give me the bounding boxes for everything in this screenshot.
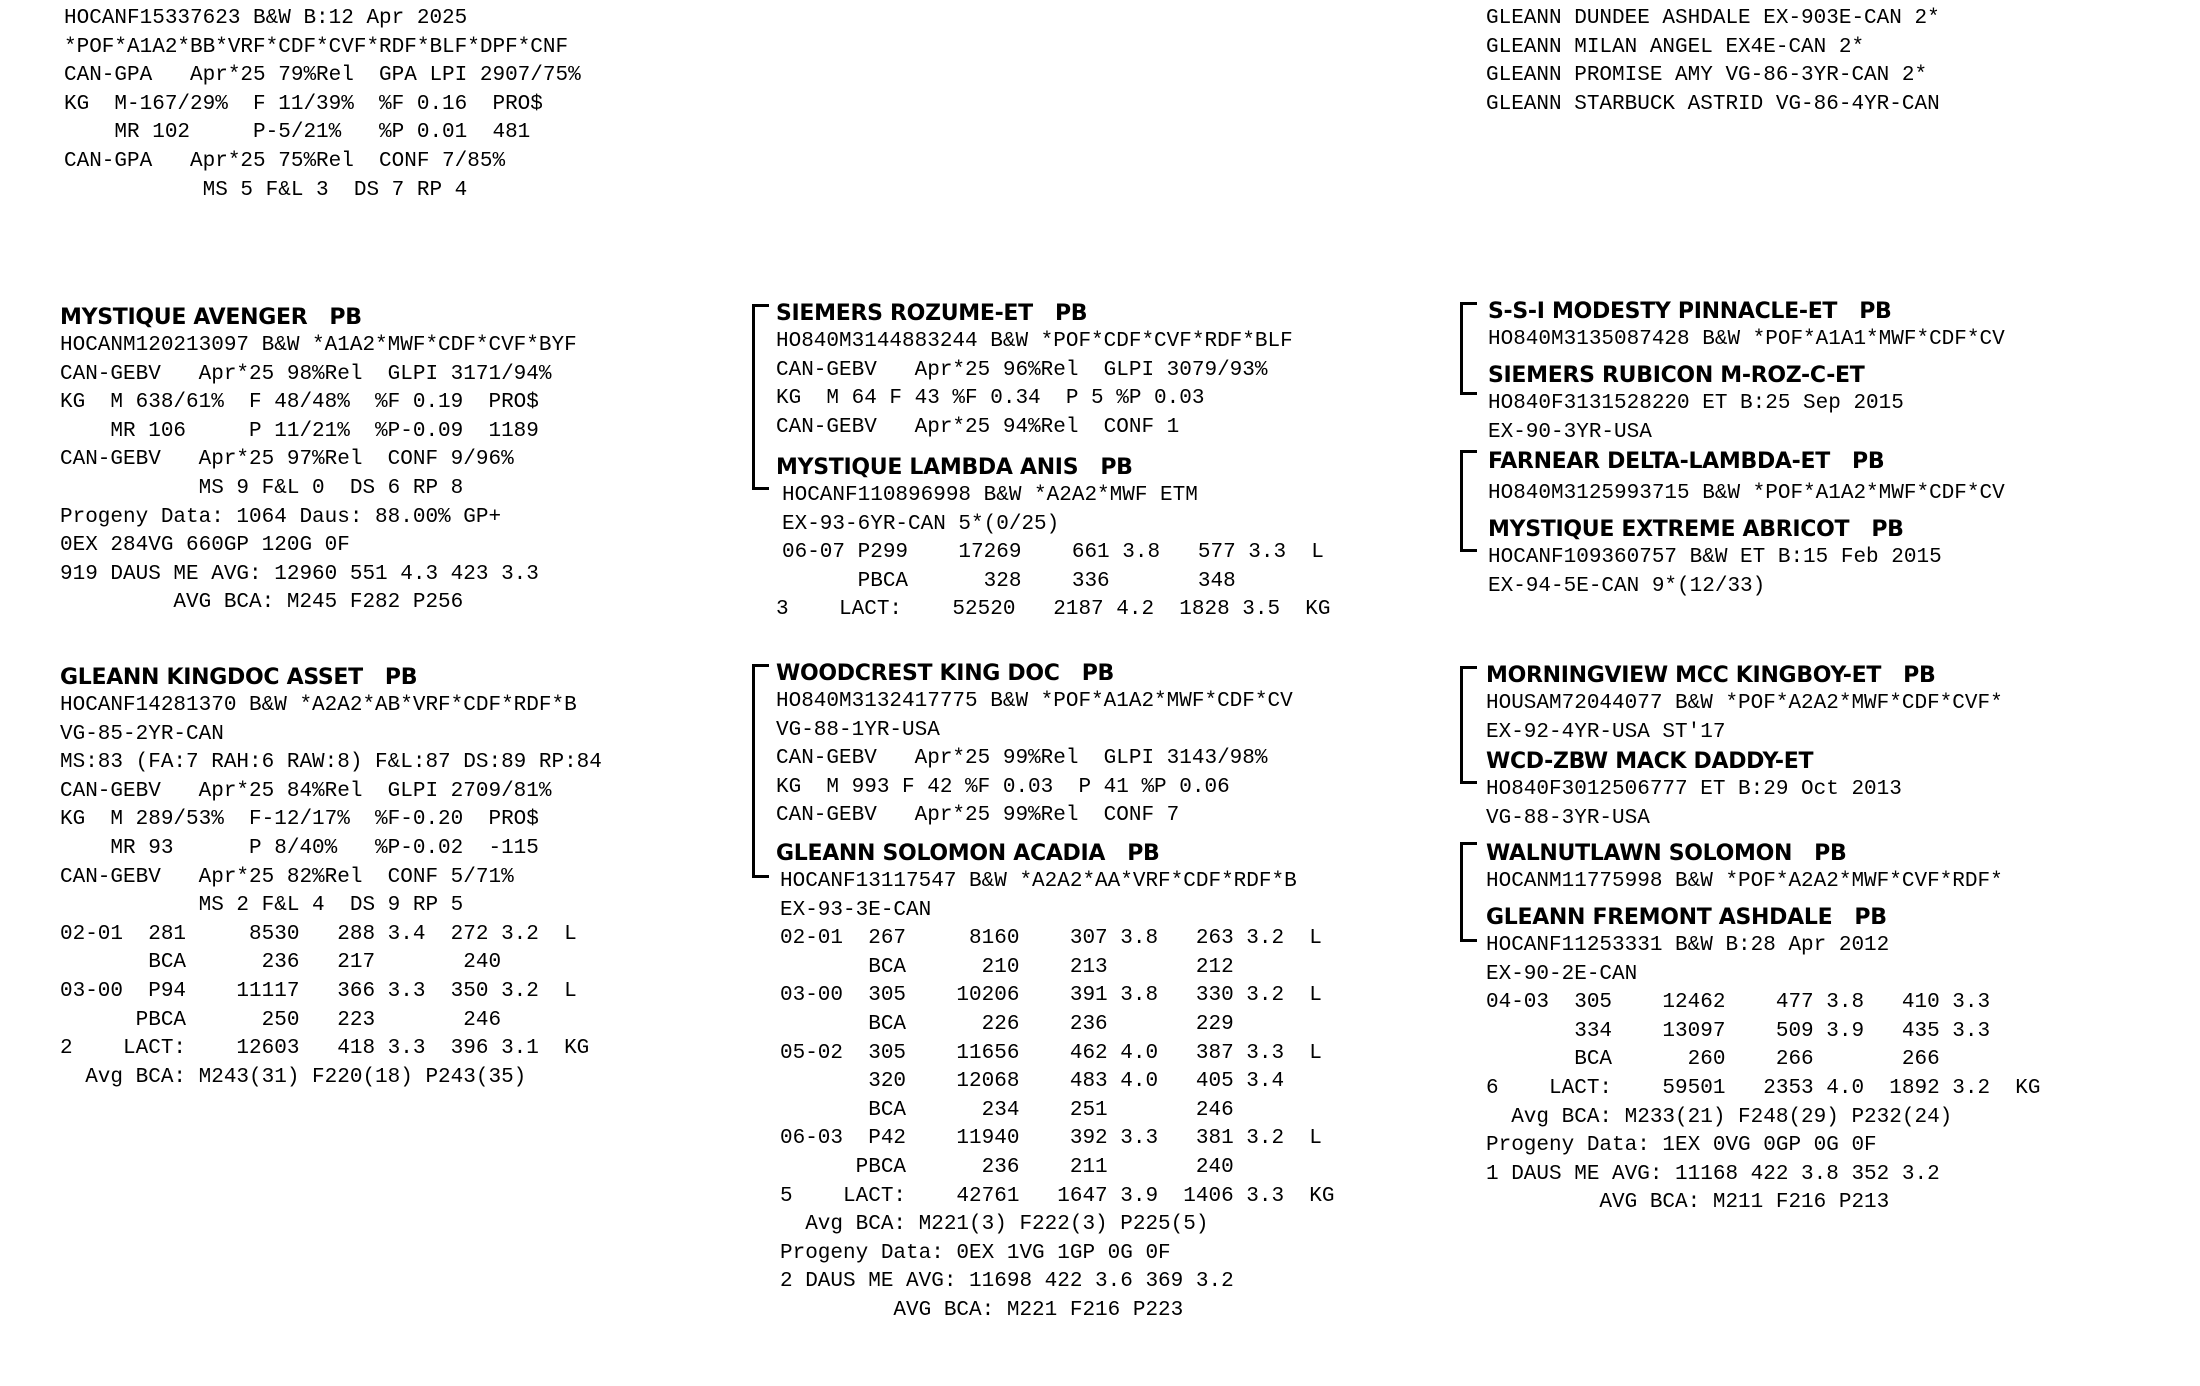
animal-name: WALNUTLAWN SOLOMON PB xyxy=(1486,841,1847,866)
record-line: 03-00 P94 11117 366 3.3 350 3.2 L xyxy=(60,979,577,1003)
record-line: HO840M3135087428 B&W *POF*A1A1*MWF*CDF*CV xyxy=(1488,328,2005,351)
family-line: GLEANN MILAN ANGEL EX4E-CAN 2* xyxy=(1486,35,1865,59)
family-line: GLEANN PROMISE AMY VG-86-3YR-CAN 2* xyxy=(1486,64,1928,88)
record-line: KG M 289/53% F-12/17% %F-0.20 PRO$ xyxy=(60,808,539,832)
record-line: KG M 64 F 43 %F 0.34 P 5 %P 0.03 xyxy=(776,387,1205,411)
record-line: BCA 210 213 212 xyxy=(780,955,1234,979)
record-line: Progeny Data: 0EX 1VG 1GP 0G 0F xyxy=(780,1241,1171,1265)
animal-name: GLEANN KINGDOC ASSET PB xyxy=(60,665,418,690)
dam-block-wcd-zbw-mack-daddy xyxy=(1486,748,1902,833)
record-line: KG M 993 F 42 %F 0.03 P 41 %P 0.06 xyxy=(776,775,1230,799)
record-line: AVG BCA: M221 F216 P223 xyxy=(780,1298,1184,1322)
record-line: HO840M3144883244 B&W *POF*CDF*CVF*RDF*BLF xyxy=(776,330,1293,353)
dam-block-mystique-lambda-anis xyxy=(776,454,1331,625)
record-line: HOUSAM72044077 B&W *POF*A2A2*MWF*CDF*CVF* xyxy=(1486,692,2003,715)
dam-block-mystique-extreme-abricot xyxy=(1488,516,1942,601)
animal-name: S-S-I MODESTY PINNACLE-ET PB xyxy=(1488,299,1892,324)
record-line: HO840F3131528220 ET B:25 Sep 2015 xyxy=(1488,392,1904,415)
record-line: VG-85-2YR-CAN xyxy=(60,722,224,746)
pedigree-bracket xyxy=(1460,450,1477,552)
record-line: HOCANF11253331 B&W B:28 Apr 2012 xyxy=(1486,934,1890,957)
pedigree-bracket xyxy=(1460,842,1477,942)
sire-block-siemers-rozume xyxy=(776,300,1293,442)
record-line: HOCANM11775998 B&W *POF*A2A2*MWF*CVF*RDF* xyxy=(1486,870,2003,893)
animal-name: SIEMERS ROZUME-ET PB xyxy=(776,301,1088,326)
record-line: CAN-GEBV Apr*25 97%Rel CONF 9/96% xyxy=(60,448,514,472)
record-line: HOCANF13117547 B&W *A2A2*AA*VRF*CDF*RDF*B xyxy=(780,870,1297,893)
record-line: 919 DAUS ME AVG: 12960 551 4.3 423 3.3 xyxy=(60,562,539,586)
animal-name: MORNINGVIEW MCC KINGBOY-ET PB xyxy=(1486,663,1936,688)
record-line: MS 5 F&L 3 DS 7 RP 4 xyxy=(64,178,468,202)
record-line: 02-01 281 8530 288 3.4 272 3.2 L xyxy=(60,922,577,946)
record-line: HOCANM120213097 B&W *A1A2*MWF*CDF*CVF*BYF xyxy=(60,334,577,357)
record-line: 05-02 305 11656 462 4.0 387 3.3 L xyxy=(780,1041,1322,1065)
record-line: HO840M3125993715 B&W *POF*A1A2*MWF*CDF*CV xyxy=(1488,482,2005,505)
record-line: Avg BCA: M233(21) F248(29) P232(24) xyxy=(1486,1105,1953,1129)
record-line: CAN-GEBV Apr*25 99%Rel GLPI 3143/98% xyxy=(776,747,1268,771)
animal-name: MYSTIQUE AVENGER PB xyxy=(60,305,362,330)
record-line: HOCANF110896998 B&W *A2A2*MWF ETM xyxy=(782,484,1198,507)
record-line: Avg BCA: M221(3) F222(3) P225(5) xyxy=(780,1213,1209,1237)
sire-block-farnear-delta-lambda xyxy=(1488,448,2005,509)
record-line: MR 93 P 8/40% %P-0.02 -115 xyxy=(60,836,539,860)
record-line: CAN-GEBV Apr*25 94%Rel CONF 1 xyxy=(776,415,1180,439)
record-line: HOCANF14281370 B&W *A2A2*AB*VRF*CDF*RDF*B xyxy=(60,694,577,717)
record-line: EX-90-3YR-USA xyxy=(1488,420,1652,444)
record-line: CAN-GPA Apr*25 79%Rel GPA LPI 2907/75% xyxy=(64,64,581,88)
record-line: MR 102 P-5/21% %P 0.01 481 xyxy=(64,121,531,145)
record-line: EX-93-3E-CAN xyxy=(780,898,932,922)
sire-block-mystique-avenger xyxy=(60,304,577,618)
record-line: 2 DAUS ME AVG: 11698 422 3.6 369 3.2 xyxy=(780,1270,1234,1294)
record-line: BCA 236 217 240 xyxy=(60,951,502,975)
record-line: MS 2 F&L 4 DS 9 RP 5 xyxy=(60,894,464,918)
record-line: 320 12068 483 4.0 405 3.4 xyxy=(780,1070,1285,1094)
record-line: 0EX 284VG 660GP 120G 0F xyxy=(60,534,350,558)
record-line: EX-92-4YR-USA ST'17 xyxy=(1486,720,1726,744)
record-line: BCA 234 251 246 xyxy=(780,1098,1234,1122)
record-line: BCA 260 266 266 xyxy=(1486,1048,1940,1072)
record-line: MR 106 P 11/21% %P-0.09 1189 xyxy=(60,419,539,443)
record-line: 5 LACT: 42761 1647 3.9 1406 3.3 KG xyxy=(780,1184,1335,1208)
sire-block-ssi-modesty-pinnacle xyxy=(1488,298,2005,355)
pedigree-bracket xyxy=(1460,666,1477,784)
record-line: 6 LACT: 59501 2353 4.0 1892 3.2 KG xyxy=(1486,1076,2041,1100)
record-line: EX-94-5E-CAN 9*(12/33) xyxy=(1488,574,1766,598)
family-list-block xyxy=(1486,5,1940,119)
dam-block-gleann-kingdoc-asset xyxy=(60,664,602,1092)
record-line: 06-03 P42 11940 392 3.3 381 3.2 L xyxy=(780,1127,1322,1151)
record-line: HOCANF15337623 B&W B:12 Apr 2025 xyxy=(64,7,468,30)
dam-block-gleann-solomon-acadia xyxy=(776,840,1335,1326)
record-line: *POF*A1A2*BB*VRF*CDF*CVF*RDF*BLF*DPF*CNF xyxy=(64,35,569,59)
family-line: GLEANN STARBUCK ASTRID VG-86-4YR-CAN xyxy=(1486,92,1940,116)
record-line: PBCA 236 211 240 xyxy=(780,1155,1234,1179)
record-line: CAN-GEBV Apr*25 84%Rel GLPI 2709/81% xyxy=(60,779,552,803)
record-line: EX-90-2E-CAN xyxy=(1486,962,1638,986)
family-line: GLEANN DUNDEE ASHDALE EX-903E-CAN 2* xyxy=(1486,7,1940,30)
record-line: VG-88-3YR-USA xyxy=(1486,806,1650,830)
record-line: 3 LACT: 52520 2187 4.2 1828 3.5 KG xyxy=(776,598,1331,622)
record-line: 334 13097 509 3.9 435 3.3 xyxy=(1486,1019,1991,1043)
animal-name: MYSTIQUE EXTREME ABRICOT PB xyxy=(1488,517,1904,542)
record-line: MS:83 (FA:7 RAH:6 RAW:8) F&L:87 DS:89 RP:84 xyxy=(60,751,602,775)
record-line: KG M 638/61% F 48/48% %F 0.19 PRO$ xyxy=(60,391,539,415)
pedigree-bracket xyxy=(752,664,769,878)
sire-block-woodcrest-king-doc xyxy=(776,660,1293,831)
record-line: HOCANF109360757 B&W ET B:15 Feb 2015 xyxy=(1488,546,1942,569)
record-line: Avg BCA: M243(31) F220(18) P243(35) xyxy=(60,1065,527,1089)
record-line: CAN-GEBV Apr*25 96%Rel GLPI 3079/93% xyxy=(776,358,1268,382)
pedigree-bracket xyxy=(752,304,769,490)
record-line: 06-07 P299 17269 661 3.8 577 3.3 L xyxy=(782,541,1324,565)
record-line: VG-88-1YR-USA xyxy=(776,718,940,742)
record-line: 02-01 267 8160 307 3.8 263 3.2 L xyxy=(780,927,1322,951)
record-line: Progeny Data: 1064 Daus: 88.00% GP+ xyxy=(60,505,502,529)
animal-name: FARNEAR DELTA-LAMBDA-ET PB xyxy=(1488,449,1885,474)
record-line: PBCA 250 223 246 xyxy=(60,1008,502,1032)
record-line: CAN-GEBV Apr*25 82%Rel CONF 5/71% xyxy=(60,865,514,889)
record-line: AVG BCA: M211 F216 P213 xyxy=(1486,1191,1890,1215)
record-line: AVG BCA: M245 F282 P256 xyxy=(60,591,464,615)
record-line: CAN-GPA Apr*25 75%Rel CONF 7/85% xyxy=(64,149,506,173)
record-line: Progeny Data: 1EX 0VG 0GP 0G 0F xyxy=(1486,1134,1877,1158)
record-line: PBCA 328 336 348 xyxy=(782,569,1236,593)
record-line: EX-93-6YR-CAN 5*(0/25) xyxy=(782,512,1060,536)
record-line: 1 DAUS ME AVG: 11168 422 3.8 352 3.2 xyxy=(1486,1162,1940,1186)
animal-name: WCD-ZBW MACK DADDY-ET xyxy=(1486,749,1814,774)
animal-name: SIEMERS RUBICON M-ROZ-C-ET xyxy=(1488,363,1865,388)
record-line: CAN-GEBV Apr*25 99%Rel CONF 7 xyxy=(776,804,1180,828)
sire-block-walnutlawn-solomon xyxy=(1486,840,2003,897)
record-line: HO840F3012506777 ET B:29 Oct 2013 xyxy=(1486,778,1902,801)
dam-block-gleann-fremont-ashdale xyxy=(1486,904,2041,1218)
animal-name: MYSTIQUE LAMBDA ANIS PB xyxy=(776,455,1133,480)
animal-name: GLEANN FREMONT ASHDALE PB xyxy=(1486,905,1887,930)
animal-name: WOODCREST KING DOC PB xyxy=(776,661,1114,686)
sire-block-morningview-mcc-kingboy xyxy=(1486,662,2003,747)
dam-record-block xyxy=(64,5,581,205)
animal-name: GLEANN SOLOMON ACADIA PB xyxy=(776,841,1160,866)
record-line: 2 LACT: 12603 418 3.3 396 3.1 KG xyxy=(60,1037,590,1061)
record-line: BCA 226 236 229 xyxy=(780,1012,1234,1036)
record-line: HO840M3132417775 B&W *POF*A1A2*MWF*CDF*CV xyxy=(776,690,1293,713)
pedigree-bracket xyxy=(1460,302,1477,395)
record-line: MS 9 F&L 0 DS 6 RP 8 xyxy=(60,476,464,500)
record-line: KG M-167/29% F 11/39% %F 0.16 PRO$ xyxy=(64,92,543,116)
record-line: CAN-GEBV Apr*25 98%Rel GLPI 3171/94% xyxy=(60,362,552,386)
record-line: 04-03 305 12462 477 3.8 410 3.3 xyxy=(1486,991,1991,1015)
dam-block-siemers-rubicon xyxy=(1488,362,1904,447)
record-line: 03-00 305 10206 391 3.8 330 3.2 L xyxy=(780,984,1322,1008)
